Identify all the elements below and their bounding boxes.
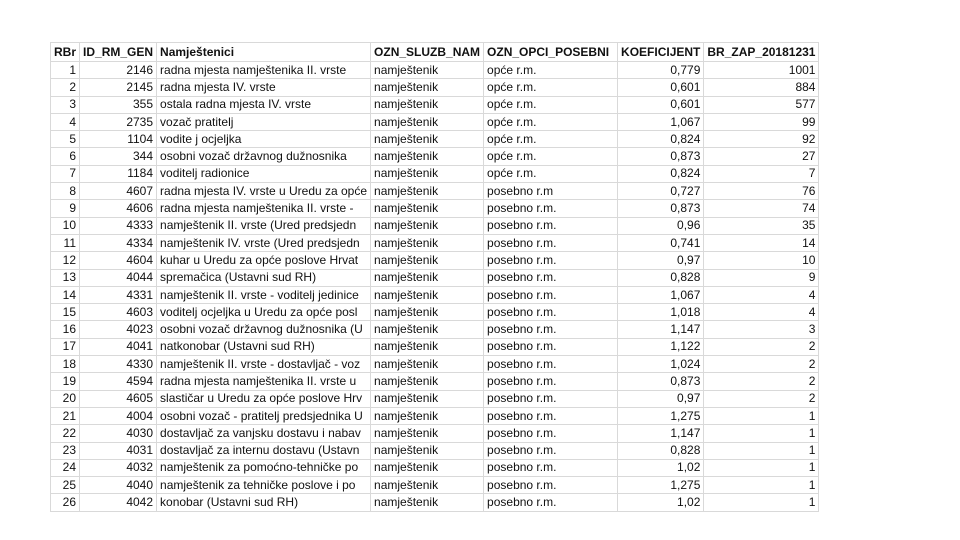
cell-br-zap[interactable]: 27: [704, 148, 819, 165]
table-row: [51, 96, 819, 113]
cell-ozn-opci-posebni[interactable]: opće r.m.: [484, 131, 618, 148]
cell-ozn-opci-posebni[interactable]: posebno r.m.: [484, 252, 618, 269]
cell-id-rm-gen[interactable]: 4334: [80, 234, 157, 251]
cell-namjestenici[interactable]: namještenik II. vrste - voditelj jedinice: [157, 286, 371, 303]
cell-id-rm-gen[interactable]: 344: [80, 148, 157, 165]
cell-rbr[interactable]: 17: [51, 338, 80, 355]
cell-koeficijent[interactable]: 1,122: [618, 338, 704, 355]
cell-ozn-opci-posebni[interactable]: posebno r.m.: [484, 338, 618, 355]
cell-rbr[interactable]: 3: [51, 96, 80, 113]
cell-namjestenici[interactable]: namještenik za tehničke poslove i po: [157, 477, 371, 494]
cell-ozn-sluzb-nam[interactable]: namještenik: [371, 321, 484, 338]
cell-ozn-opci-posebni[interactable]: opće r.m.: [484, 165, 618, 182]
cell-rbr[interactable]: 22: [51, 425, 80, 442]
cell-ozn-opci-posebni[interactable]: posebno r.m.: [484, 321, 618, 338]
cell-ozn-sluzb-nam[interactable]: namještenik: [371, 148, 484, 165]
cell-rbr[interactable]: 25: [51, 477, 80, 494]
table-row: [51, 286, 819, 303]
table-row: [51, 321, 819, 338]
cell-rbr[interactable]: 7: [51, 165, 80, 182]
cell-koeficijent[interactable]: 0,779: [618, 62, 704, 79]
cell-namjestenici[interactable]: osobni vozač državnog dužnosnika: [157, 148, 371, 165]
cell-ozn-sluzb-nam[interactable]: namještenik: [371, 304, 484, 321]
table-row: [51, 356, 819, 373]
cell-namjestenici[interactable]: slastičar u Uredu za opće poslove Hrv: [157, 390, 371, 407]
cell-id-rm-gen[interactable]: 355: [80, 96, 157, 113]
cell-ozn-opci-posebni[interactable]: posebno r.m.: [484, 234, 618, 251]
col-header-namjestenici[interactable]: Namještenici: [157, 43, 371, 62]
cell-koeficijent[interactable]: 0,96: [618, 217, 704, 234]
cell-ozn-opci-posebni[interactable]: posebno r.m.: [484, 425, 618, 442]
cell-koeficijent[interactable]: 1,024: [618, 356, 704, 373]
cell-rbr[interactable]: 24: [51, 459, 80, 476]
table-row: [51, 477, 819, 494]
cell-namjestenici[interactable]: namještenik II. vrste (Ured predsjedn: [157, 217, 371, 234]
cell-id-rm-gen[interactable]: 2146: [80, 62, 157, 79]
cell-br-zap[interactable]: 14: [704, 234, 819, 251]
table-row: [51, 425, 819, 442]
cell-br-zap[interactable]: 3: [704, 321, 819, 338]
cell-namjestenici[interactable]: osobni vozač državnog dužnosnika (U: [157, 321, 371, 338]
cell-rbr[interactable]: 23: [51, 442, 80, 459]
cell-ozn-sluzb-nam[interactable]: namještenik: [371, 494, 484, 511]
cell-ozn-opci-posebni[interactable]: posebno r.m.: [484, 459, 618, 476]
cell-br-zap[interactable]: 1: [704, 477, 819, 494]
cell-br-zap[interactable]: 10: [704, 252, 819, 269]
cell-ozn-opci-posebni[interactable]: posebno r.m.: [484, 304, 618, 321]
cell-id-rm-gen[interactable]: 4331: [80, 286, 157, 303]
cell-id-rm-gen[interactable]: 4604: [80, 252, 157, 269]
cell-br-zap[interactable]: 99: [704, 113, 819, 130]
cell-id-rm-gen[interactable]: 4330: [80, 356, 157, 373]
cell-br-zap[interactable]: 2: [704, 373, 819, 390]
cell-namjestenici[interactable]: radna mjesta namještenika II. vrste: [157, 62, 371, 79]
cell-ozn-opci-posebni[interactable]: posebno r.m.: [484, 390, 618, 407]
cell-ozn-sluzb-nam[interactable]: namještenik: [371, 373, 484, 390]
cell-koeficijent[interactable]: 0,828: [618, 442, 704, 459]
cell-rbr[interactable]: 21: [51, 407, 80, 424]
cell-br-zap[interactable]: 4: [704, 286, 819, 303]
cell-br-zap[interactable]: 1: [704, 425, 819, 442]
table-body: [51, 62, 819, 512]
cell-rbr[interactable]: 26: [51, 494, 80, 511]
cell-ozn-sluzb-nam[interactable]: namještenik: [371, 165, 484, 182]
table-row: [51, 407, 819, 424]
cell-br-zap[interactable]: 4: [704, 304, 819, 321]
table-row: [51, 390, 819, 407]
table-row: [51, 148, 819, 165]
cell-br-zap[interactable]: 1: [704, 407, 819, 424]
cell-rbr[interactable]: 6: [51, 148, 80, 165]
cell-ozn-sluzb-nam[interactable]: namještenik: [371, 131, 484, 148]
cell-ozn-opci-posebni[interactable]: opće r.m.: [484, 113, 618, 130]
cell-koeficijent[interactable]: 0,828: [618, 269, 704, 286]
cell-ozn-opci-posebni[interactable]: posebno r.m.: [484, 269, 618, 286]
cell-id-rm-gen[interactable]: 4042: [80, 494, 157, 511]
cell-ozn-sluzb-nam[interactable]: namještenik: [371, 96, 484, 113]
cell-br-zap[interactable]: 1: [704, 459, 819, 476]
cell-ozn-sluzb-nam[interactable]: namještenik: [371, 252, 484, 269]
cell-namjestenici[interactable]: namještenik IV. vrste (Ured predsjedn: [157, 234, 371, 251]
table-row: [51, 183, 819, 200]
cell-br-zap[interactable]: 74: [704, 200, 819, 217]
cell-koeficijent[interactable]: 1,147: [618, 321, 704, 338]
table-row: [51, 217, 819, 234]
table-row: [51, 304, 819, 321]
col-header-id-rm-gen[interactable]: ID_RM_GEN: [80, 43, 157, 62]
cell-ozn-opci-posebni[interactable]: posebno r.m.: [484, 373, 618, 390]
cell-namjestenici[interactable]: natkonobar (Ustavni sud RH): [157, 338, 371, 355]
cell-rbr[interactable]: 14: [51, 286, 80, 303]
cell-namjestenici[interactable]: dostavljač za vanjsku dostavu i nabav: [157, 425, 371, 442]
cell-id-rm-gen[interactable]: 4594: [80, 373, 157, 390]
cell-rbr[interactable]: 2: [51, 79, 80, 96]
cell-namjestenici[interactable]: radna mjesta IV. vrste: [157, 79, 371, 96]
table-row: [51, 459, 819, 476]
cell-koeficijent[interactable]: 0,741: [618, 234, 704, 251]
cell-id-rm-gen[interactable]: 2145: [80, 79, 157, 96]
col-header-koeficijent[interactable]: KOEFICIJENT: [618, 43, 704, 62]
cell-ozn-opci-posebni[interactable]: posebno r.m.: [484, 286, 618, 303]
col-header-ozn-opci-posebni[interactable]: OZN_OPCI_POSEBNI: [484, 43, 618, 62]
cell-namjestenici[interactable]: voditelj radionice: [157, 165, 371, 182]
cell-namjestenici[interactable]: namještenik za pomoćno-tehničke po: [157, 459, 371, 476]
cell-id-rm-gen[interactable]: 4044: [80, 269, 157, 286]
cell-namjestenici[interactable]: voditelj ocjeljka u Uredu za opće posl: [157, 304, 371, 321]
cell-br-zap[interactable]: 9: [704, 269, 819, 286]
cell-ozn-sluzb-nam[interactable]: namještenik: [371, 269, 484, 286]
cell-id-rm-gen[interactable]: 4040: [80, 477, 157, 494]
cell-rbr[interactable]: 1: [51, 62, 80, 79]
cell-id-rm-gen[interactable]: 4031: [80, 442, 157, 459]
cell-namjestenici[interactable]: konobar (Ustavni sud RH): [157, 494, 371, 511]
cell-koeficijent[interactable]: 1,02: [618, 494, 704, 511]
table-row: [51, 269, 819, 286]
cell-br-zap[interactable]: 7: [704, 165, 819, 182]
cell-ozn-sluzb-nam[interactable]: namještenik: [371, 79, 484, 96]
cell-ozn-sluzb-nam[interactable]: namještenik: [371, 183, 484, 200]
cell-rbr[interactable]: 13: [51, 269, 80, 286]
cell-ozn-opci-posebni[interactable]: opće r.m.: [484, 62, 618, 79]
cell-koeficijent[interactable]: 0,824: [618, 131, 704, 148]
cell-rbr[interactable]: 4: [51, 113, 80, 130]
cell-ozn-sluzb-nam[interactable]: namještenik: [371, 217, 484, 234]
cell-koeficijent[interactable]: 1,02: [618, 459, 704, 476]
cell-br-zap[interactable]: 2: [704, 356, 819, 373]
cell-koeficijent[interactable]: 1,275: [618, 477, 704, 494]
cell-id-rm-gen[interactable]: 4030: [80, 425, 157, 442]
cell-br-zap[interactable]: 1: [704, 494, 819, 511]
cell-namjestenici[interactable]: radna mjesta namještenika II. vrste -: [157, 200, 371, 217]
cell-namjestenici[interactable]: vodite j ocjeljka: [157, 131, 371, 148]
cell-br-zap[interactable]: 884: [704, 79, 819, 96]
cell-ozn-opci-posebni[interactable]: posebno r.m.: [484, 442, 618, 459]
cell-koeficijent[interactable]: 1,147: [618, 425, 704, 442]
table-row: [51, 79, 819, 96]
cell-id-rm-gen[interactable]: 4333: [80, 217, 157, 234]
cell-ozn-opci-posebni[interactable]: opće r.m.: [484, 79, 618, 96]
cell-rbr[interactable]: 12: [51, 252, 80, 269]
cell-br-zap[interactable]: 35: [704, 217, 819, 234]
cell-koeficijent[interactable]: 1,018: [618, 304, 704, 321]
cell-ozn-sluzb-nam[interactable]: namještenik: [371, 200, 484, 217]
cell-koeficijent[interactable]: 0,873: [618, 148, 704, 165]
cell-koeficijent[interactable]: 1,067: [618, 113, 704, 130]
cell-rbr[interactable]: 15: [51, 304, 80, 321]
cell-ozn-opci-posebni[interactable]: posebno r.m.: [484, 494, 618, 511]
cell-id-rm-gen[interactable]: 4032: [80, 459, 157, 476]
cell-id-rm-gen[interactable]: 1104: [80, 131, 157, 148]
cell-ozn-opci-posebni[interactable]: opće r.m.: [484, 148, 618, 165]
table-row: [51, 494, 819, 511]
table-row: [51, 373, 819, 390]
cell-rbr[interactable]: 10: [51, 217, 80, 234]
cell-koeficijent[interactable]: 0,97: [618, 252, 704, 269]
cell-id-rm-gen[interactable]: 4605: [80, 390, 157, 407]
table-row: [51, 234, 819, 251]
cell-br-zap[interactable]: 1: [704, 442, 819, 459]
cell-id-rm-gen[interactable]: 2735: [80, 113, 157, 130]
cell-rbr[interactable]: 18: [51, 356, 80, 373]
cell-ozn-sluzb-nam[interactable]: namještenik: [371, 425, 484, 442]
cell-ozn-sluzb-nam[interactable]: namještenik: [371, 459, 484, 476]
cell-rbr[interactable]: 9: [51, 200, 80, 217]
cell-ozn-opci-posebni[interactable]: opće r.m.: [484, 96, 618, 113]
cell-koeficijent[interactable]: 0,824: [618, 165, 704, 182]
cell-rbr[interactable]: 8: [51, 183, 80, 200]
cell-koeficijent[interactable]: 1,275: [618, 407, 704, 424]
col-header-br-zap[interactable]: BR_ZAP_20181231: [704, 43, 819, 62]
cell-rbr[interactable]: 20: [51, 390, 80, 407]
spreadsheet-table: [50, 42, 819, 512]
cell-koeficijent[interactable]: 0,97: [618, 390, 704, 407]
cell-id-rm-gen[interactable]: 4023: [80, 321, 157, 338]
cell-koeficijent[interactable]: 0,873: [618, 373, 704, 390]
cell-br-zap[interactable]: 92: [704, 131, 819, 148]
cell-koeficijent[interactable]: 0,727: [618, 183, 704, 200]
header-row: [51, 43, 819, 62]
table-row: [51, 131, 819, 148]
cell-ozn-sluzb-nam[interactable]: namještenik: [371, 62, 484, 79]
cell-ozn-sluzb-nam[interactable]: namještenik: [371, 113, 484, 130]
cell-koeficijent[interactable]: 0,601: [618, 79, 704, 96]
cell-id-rm-gen[interactable]: 4606: [80, 200, 157, 217]
cell-ozn-sluzb-nam[interactable]: namještenik: [371, 356, 484, 373]
cell-id-rm-gen[interactable]: 4041: [80, 338, 157, 355]
cell-namjestenici[interactable]: radna mjesta namještenika II. vrste u: [157, 373, 371, 390]
cell-id-rm-gen[interactable]: 4603: [80, 304, 157, 321]
cell-koeficijent[interactable]: 0,601: [618, 96, 704, 113]
cell-br-zap[interactable]: 577: [704, 96, 819, 113]
cell-ozn-opci-posebni[interactable]: posebno r.m.: [484, 477, 618, 494]
cell-ozn-sluzb-nam[interactable]: namještenik: [371, 442, 484, 459]
cell-br-zap[interactable]: 2: [704, 338, 819, 355]
cell-rbr[interactable]: 16: [51, 321, 80, 338]
cell-br-zap[interactable]: 2: [704, 390, 819, 407]
cell-ozn-sluzb-nam[interactable]: namještenik: [371, 338, 484, 355]
cell-ozn-sluzb-nam[interactable]: namještenik: [371, 407, 484, 424]
cell-namjestenici[interactable]: dostavljač za internu dostavu (Ustavn: [157, 442, 371, 459]
cell-namjestenici[interactable]: radna mjesta IV. vrste u Uredu za opće: [157, 183, 371, 200]
cell-koeficijent[interactable]: 1,067: [618, 286, 704, 303]
cell-id-rm-gen[interactable]: 1184: [80, 165, 157, 182]
cell-ozn-opci-posebni[interactable]: posebno r.m.: [484, 356, 618, 373]
cell-namjestenici[interactable]: ostala radna mjesta IV. vrste: [157, 96, 371, 113]
cell-rbr[interactable]: 5: [51, 131, 80, 148]
cell-namjestenici[interactable]: spremačica (Ustavni sud RH): [157, 269, 371, 286]
cell-koeficijent[interactable]: 0,873: [618, 200, 704, 217]
cell-id-rm-gen[interactable]: 4004: [80, 407, 157, 424]
cell-rbr[interactable]: 19: [51, 373, 80, 390]
table-row: [51, 200, 819, 217]
cell-ozn-opci-posebni[interactable]: posebno r.m.: [484, 217, 618, 234]
cell-br-zap[interactable]: 1001: [704, 62, 819, 79]
cell-namjestenici[interactable]: namještenik II. vrste - dostavljač - voz: [157, 356, 371, 373]
table-row: [51, 165, 819, 182]
cell-ozn-opci-posebni[interactable]: posebno r.m.: [484, 407, 618, 424]
cell-ozn-sluzb-nam[interactable]: namještenik: [371, 234, 484, 251]
cell-ozn-sluzb-nam[interactable]: namještenik: [371, 286, 484, 303]
cell-ozn-opci-posebni[interactable]: posebno r.m.: [484, 200, 618, 217]
col-header-ozn-sluzb-nam[interactable]: OZN_SLUZB_NAM: [371, 43, 484, 62]
col-header-rbr[interactable]: RBr: [51, 43, 80, 62]
cell-id-rm-gen[interactable]: 4607: [80, 183, 157, 200]
cell-rbr[interactable]: 11: [51, 234, 80, 251]
table-row: [51, 62, 819, 79]
cell-namjestenici[interactable]: osobni vozač - pratitelj predsjednika U: [157, 407, 371, 424]
table-row: [51, 338, 819, 355]
cell-ozn-opci-posebni[interactable]: posebno r.m: [484, 183, 618, 200]
table-row: [51, 252, 819, 269]
table-row: [51, 442, 819, 459]
cell-namjestenici[interactable]: kuhar u Uredu za opće poslove Hrvat: [157, 252, 371, 269]
cell-br-zap[interactable]: 76: [704, 183, 819, 200]
cell-ozn-sluzb-nam[interactable]: namještenik: [371, 390, 484, 407]
cell-ozn-sluzb-nam[interactable]: namještenik: [371, 477, 484, 494]
cell-namjestenici[interactable]: vozač pratitelj: [157, 113, 371, 130]
table-row: [51, 113, 819, 130]
